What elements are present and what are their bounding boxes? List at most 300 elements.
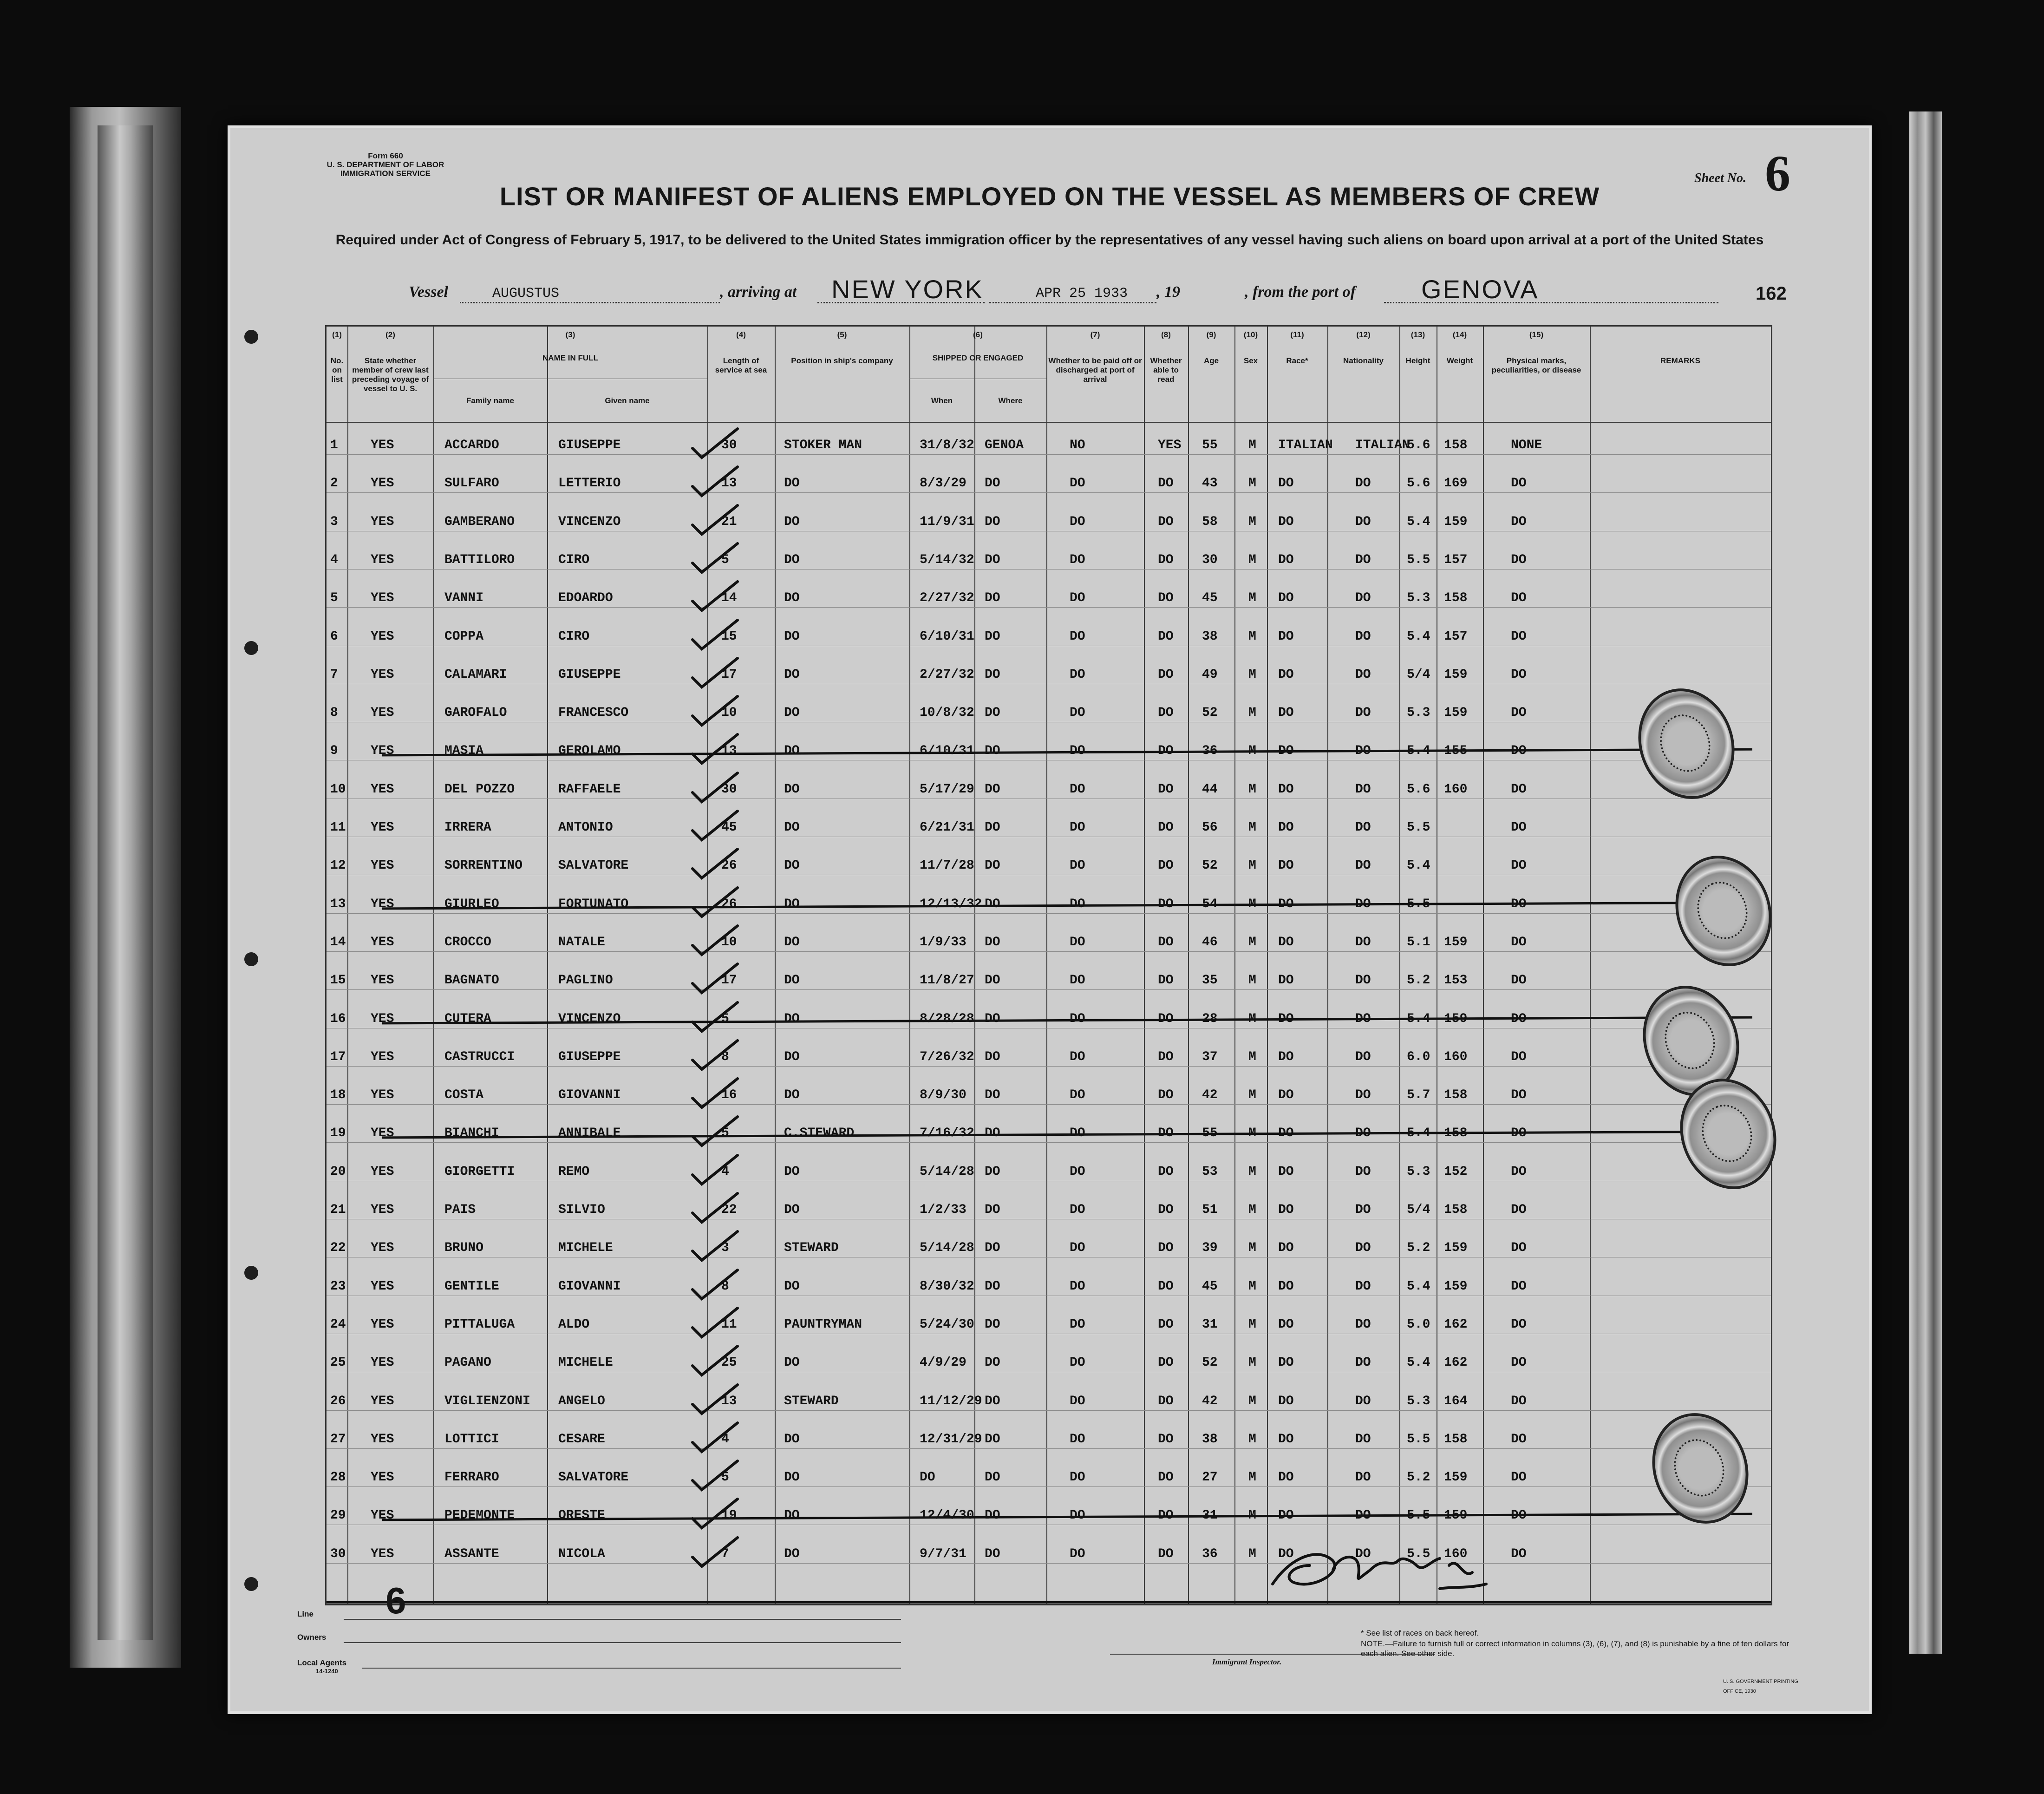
punch-hole bbox=[244, 330, 258, 344]
height: 5.7 bbox=[1407, 1088, 1430, 1103]
line-label: Line bbox=[297, 1610, 313, 1618]
engaged-place: DO bbox=[985, 1355, 1000, 1370]
sex: M bbox=[1248, 438, 1256, 452]
given-name: ANNIBALE bbox=[558, 1126, 621, 1141]
age: 31 bbox=[1202, 1508, 1218, 1523]
age: 42 bbox=[1202, 1394, 1218, 1408]
sex: M bbox=[1248, 897, 1256, 911]
service-length: 5 bbox=[721, 552, 729, 567]
check-mark bbox=[689, 1112, 744, 1149]
race: DO bbox=[1278, 820, 1294, 835]
physical-marks: DO bbox=[1511, 935, 1527, 949]
owners-label: Owners bbox=[297, 1633, 327, 1642]
nationality: ITALIAN bbox=[1355, 438, 1410, 452]
paid-off: DO bbox=[1070, 1164, 1085, 1179]
column-subheader: When bbox=[931, 396, 953, 405]
column-header: NAME IN FULL bbox=[542, 354, 598, 362]
paid-off: DO bbox=[1070, 1394, 1085, 1408]
previous-voyage: YES bbox=[371, 667, 394, 682]
row-number: 23 bbox=[330, 1279, 346, 1294]
previous-voyage: YES bbox=[371, 897, 394, 911]
able-to-read: DO bbox=[1158, 744, 1174, 759]
engaged-date: DO bbox=[920, 1470, 935, 1485]
check-mark bbox=[689, 998, 744, 1035]
column-number: (13) bbox=[1411, 330, 1425, 339]
given-name: SALVATORE bbox=[558, 1470, 629, 1485]
ship-position: DO bbox=[784, 514, 800, 529]
column-number: (14) bbox=[1452, 330, 1467, 339]
engaged-place: DO bbox=[985, 1203, 1000, 1217]
nationality: DO bbox=[1355, 1432, 1371, 1447]
physical-marks: DO bbox=[1511, 1241, 1527, 1256]
punch-hole bbox=[244, 1266, 258, 1280]
family-name: IRRERA bbox=[444, 820, 491, 835]
column-header: REMARKS bbox=[1660, 356, 1700, 365]
engaged-place: DO bbox=[985, 552, 1000, 567]
column-rule bbox=[909, 327, 910, 1604]
physical-marks: DO bbox=[1511, 1470, 1527, 1485]
race: DO bbox=[1278, 1088, 1294, 1103]
nationality: DO bbox=[1355, 706, 1371, 720]
family-name: BIANCHI bbox=[444, 1126, 499, 1141]
row-number: 25 bbox=[330, 1355, 346, 1370]
column-rule bbox=[1483, 327, 1484, 1604]
check-mark bbox=[689, 959, 744, 996]
given-name: GEROLAMO bbox=[558, 744, 621, 759]
nationality: DO bbox=[1355, 782, 1371, 797]
family-name: COSTA bbox=[444, 1088, 484, 1103]
race: DO bbox=[1278, 1394, 1294, 1408]
row-number: 20 bbox=[330, 1164, 346, 1179]
engaged-date: 10/8/32 bbox=[920, 706, 974, 720]
given-name: VINCENZO bbox=[558, 1011, 621, 1026]
service-length: 17 bbox=[721, 667, 737, 682]
given-name: GIOVANNI bbox=[558, 1088, 621, 1103]
engaged-place: DO bbox=[985, 1088, 1000, 1103]
age: 37 bbox=[1202, 1049, 1218, 1064]
family-name: LOTTICI bbox=[444, 1432, 499, 1447]
paid-off: DO bbox=[1070, 629, 1085, 644]
row-number: 27 bbox=[330, 1432, 346, 1447]
physical-marks: DO bbox=[1511, 1279, 1527, 1294]
able-to-read: DO bbox=[1158, 1126, 1174, 1141]
row-number: 15 bbox=[330, 973, 346, 988]
nationality: DO bbox=[1355, 897, 1371, 911]
paid-off: DO bbox=[1070, 1508, 1085, 1523]
given-name: ANTONIO bbox=[558, 820, 613, 835]
race: DO bbox=[1278, 1546, 1294, 1561]
column-header: Sex bbox=[1243, 356, 1258, 365]
paid-off: DO bbox=[1070, 514, 1085, 529]
row-number: 28 bbox=[330, 1470, 346, 1485]
weight: 160 bbox=[1444, 782, 1468, 797]
sex: M bbox=[1248, 1049, 1256, 1064]
check-mark bbox=[689, 1074, 744, 1111]
nationality: DO bbox=[1355, 1355, 1371, 1370]
family-name: DEL POZZO bbox=[444, 782, 515, 797]
able-to-read: DO bbox=[1158, 1355, 1174, 1370]
paid-off: DO bbox=[1070, 1546, 1085, 1561]
engaged-date: 2/27/32 bbox=[920, 667, 974, 682]
race: DO bbox=[1278, 476, 1294, 491]
height: 5.6 bbox=[1407, 476, 1430, 491]
ship-position: DO bbox=[784, 1432, 800, 1447]
column-number: (5) bbox=[837, 330, 847, 339]
engaged-place: DO bbox=[985, 858, 1000, 873]
engaged-date: 8/9/30 bbox=[920, 1088, 966, 1103]
header-rule bbox=[327, 422, 1771, 423]
height: 6.0 bbox=[1407, 1049, 1430, 1064]
height: 5.5 bbox=[1407, 897, 1430, 911]
column-header: Height bbox=[1405, 356, 1430, 365]
race: DO bbox=[1278, 935, 1294, 949]
check-mark bbox=[689, 1265, 744, 1303]
age: 45 bbox=[1202, 1279, 1218, 1294]
age: 36 bbox=[1202, 744, 1218, 759]
engaged-date: 5/14/28 bbox=[920, 1241, 974, 1256]
height: 5.5 bbox=[1407, 1508, 1430, 1523]
able-to-read: DO bbox=[1158, 1279, 1174, 1294]
row-number: 14 bbox=[330, 935, 346, 949]
service-length: 10 bbox=[721, 706, 737, 720]
paid-off: DO bbox=[1070, 1470, 1085, 1485]
family-name: PITTALUGA bbox=[444, 1317, 515, 1332]
race: DO bbox=[1278, 1126, 1294, 1141]
engaged-place: GENOA bbox=[985, 438, 1024, 452]
page-number: 162 bbox=[1756, 283, 1787, 304]
engaged-place: DO bbox=[985, 1279, 1000, 1294]
sex: M bbox=[1248, 706, 1256, 720]
check-mark bbox=[689, 1533, 744, 1570]
column-rule bbox=[1399, 327, 1400, 1604]
family-name: VANNI bbox=[444, 591, 484, 606]
column-number: (11) bbox=[1290, 330, 1304, 339]
height: 5/4 bbox=[1407, 667, 1430, 682]
row-number: 13 bbox=[330, 897, 346, 911]
nationality: DO bbox=[1355, 552, 1371, 567]
paid-off: DO bbox=[1070, 667, 1085, 682]
able-to-read: DO bbox=[1158, 706, 1174, 720]
able-to-read: DO bbox=[1158, 973, 1174, 988]
sex: M bbox=[1248, 935, 1256, 949]
ship-position: DO bbox=[784, 782, 800, 797]
ship-position: DO bbox=[784, 1088, 800, 1103]
age: 31 bbox=[1202, 1317, 1218, 1332]
family-name: GAMBERANO bbox=[444, 514, 515, 529]
able-to-read: DO bbox=[1158, 476, 1174, 491]
race: ITALIAN bbox=[1278, 438, 1333, 452]
physical-marks: DO bbox=[1511, 629, 1527, 644]
engaged-date: 11/7/28 bbox=[920, 858, 974, 873]
able-to-read: DO bbox=[1158, 1241, 1174, 1256]
nationality: DO bbox=[1355, 1317, 1371, 1332]
sex: M bbox=[1248, 782, 1256, 797]
row-rule bbox=[327, 989, 1771, 990]
able-to-read: DO bbox=[1158, 1432, 1174, 1447]
engaged-date: 8/28/28 bbox=[920, 1011, 974, 1026]
engaged-date: 11/12/29 bbox=[920, 1394, 982, 1408]
engaged-date: 7/16/32 bbox=[920, 1126, 974, 1141]
column-subheader: Where bbox=[998, 396, 1023, 405]
service-length: 30 bbox=[721, 782, 737, 797]
race: DO bbox=[1278, 552, 1294, 567]
nationality: DO bbox=[1355, 744, 1371, 759]
row-number: 12 bbox=[330, 858, 346, 873]
family-name: GENTILE bbox=[444, 1279, 499, 1294]
paid-off: DO bbox=[1070, 1317, 1085, 1332]
row-number: 2 bbox=[330, 476, 338, 491]
nationality: DO bbox=[1355, 514, 1371, 529]
paid-off: DO bbox=[1070, 552, 1085, 567]
physical-marks: DO bbox=[1511, 1203, 1527, 1217]
check-mark bbox=[689, 692, 744, 729]
family-name: COPPA bbox=[444, 629, 484, 644]
nationality: DO bbox=[1355, 1241, 1371, 1256]
check-mark bbox=[689, 921, 744, 958]
physical-marks: DO bbox=[1511, 1394, 1527, 1408]
engaged-place: DO bbox=[985, 973, 1000, 988]
engaged-date: 31/8/32 bbox=[920, 438, 974, 452]
engaged-place: DO bbox=[985, 667, 1000, 682]
physical-marks: DO bbox=[1511, 782, 1527, 797]
weight: 157 bbox=[1444, 552, 1468, 567]
row-number: 5 bbox=[330, 591, 338, 606]
paid-off: DO bbox=[1070, 1241, 1085, 1256]
race: DO bbox=[1278, 1355, 1294, 1370]
weight: 158 bbox=[1444, 1432, 1468, 1447]
weight: 155 bbox=[1444, 744, 1468, 759]
previous-voyage: YES bbox=[371, 629, 394, 644]
able-to-read: DO bbox=[1158, 1088, 1174, 1103]
family-name: CUTERA bbox=[444, 1011, 491, 1026]
family-name: CALAMARI bbox=[444, 667, 507, 682]
engaged-place: DO bbox=[985, 1317, 1000, 1332]
age: 43 bbox=[1202, 476, 1218, 491]
paid-off: NO bbox=[1070, 438, 1085, 452]
able-to-read: DO bbox=[1158, 1470, 1174, 1485]
weight: 159 bbox=[1444, 706, 1468, 720]
nationality: DO bbox=[1355, 1011, 1371, 1026]
check-mark bbox=[689, 1380, 744, 1417]
row-rule bbox=[327, 913, 1771, 914]
row-rule bbox=[327, 607, 1771, 608]
row-rule bbox=[327, 1142, 1771, 1143]
previous-voyage: YES bbox=[371, 1508, 394, 1523]
height: 5.1 bbox=[1407, 935, 1430, 949]
column-rule bbox=[1327, 327, 1328, 1604]
check-mark bbox=[689, 1151, 744, 1188]
family-name: PAIS bbox=[444, 1203, 476, 1217]
engaged-date: 12/4/30 bbox=[920, 1508, 974, 1523]
weight: 160 bbox=[1444, 1049, 1468, 1064]
height: 5.3 bbox=[1407, 1164, 1430, 1179]
column-header: Nationality bbox=[1343, 356, 1384, 365]
engaged-date: 5/14/28 bbox=[920, 1164, 974, 1179]
physical-marks: DO bbox=[1511, 744, 1527, 759]
arrival-date: APR 25 1933 bbox=[1036, 286, 1128, 301]
ship-position: DO bbox=[784, 820, 800, 835]
engaged-date: 5/14/32 bbox=[920, 552, 974, 567]
check-mark bbox=[689, 539, 744, 576]
height: 5.5 bbox=[1407, 552, 1430, 567]
age: 52 bbox=[1202, 858, 1218, 873]
age: 55 bbox=[1202, 1126, 1218, 1141]
service-length: 3 bbox=[721, 1241, 729, 1256]
from-port-label: , from the port of bbox=[1245, 283, 1356, 301]
service-length: 17 bbox=[721, 973, 737, 988]
row-number: 18 bbox=[330, 1088, 346, 1103]
service-length: 11 bbox=[721, 1317, 737, 1332]
engaged-place: DO bbox=[985, 1126, 1000, 1141]
check-mark bbox=[689, 1494, 744, 1532]
check-mark bbox=[689, 845, 744, 882]
age: 52 bbox=[1202, 1355, 1218, 1370]
age: 38 bbox=[1202, 1432, 1218, 1447]
physical-marks: NONE bbox=[1511, 438, 1542, 452]
table-end-rule bbox=[327, 1601, 1771, 1604]
previous-voyage: YES bbox=[371, 1126, 394, 1141]
row-number: 7 bbox=[330, 667, 338, 682]
previous-voyage: YES bbox=[371, 1279, 394, 1294]
ship-position: DO bbox=[784, 1508, 800, 1523]
check-mark bbox=[689, 730, 744, 767]
previous-voyage: YES bbox=[371, 438, 394, 452]
arrival-port: NEW YORK bbox=[831, 275, 984, 304]
paid-off: DO bbox=[1070, 973, 1085, 988]
race: DO bbox=[1278, 1241, 1294, 1256]
able-to-read: DO bbox=[1158, 1317, 1174, 1332]
punch-hole bbox=[244, 641, 258, 655]
given-name: CESARE bbox=[558, 1432, 605, 1447]
ship-position: DO bbox=[784, 1164, 800, 1179]
paid-off: DO bbox=[1070, 706, 1085, 720]
age: 54 bbox=[1202, 897, 1218, 911]
service-length: 5 bbox=[721, 1011, 729, 1026]
given-name: GIUSEPPE bbox=[558, 667, 621, 682]
paid-off: DO bbox=[1070, 1432, 1085, 1447]
column-header: Weight bbox=[1446, 356, 1473, 365]
engaged-place: DO bbox=[985, 1508, 1000, 1523]
service-length: 13 bbox=[721, 744, 737, 759]
column-rule bbox=[547, 327, 548, 1604]
able-to-read: DO bbox=[1158, 1164, 1174, 1179]
column-rule bbox=[1267, 327, 1268, 1604]
height: 5.5 bbox=[1407, 1546, 1430, 1561]
age: 58 bbox=[1202, 514, 1218, 529]
physical-marks: DO bbox=[1511, 973, 1527, 988]
sex: M bbox=[1248, 1126, 1256, 1141]
nationality: DO bbox=[1355, 858, 1371, 873]
row-number: 22 bbox=[330, 1241, 346, 1256]
engaged-place: DO bbox=[985, 1432, 1000, 1447]
previous-voyage: YES bbox=[371, 1203, 394, 1217]
able-to-read: DO bbox=[1158, 820, 1174, 835]
inspector-label: Immigrant Inspector. bbox=[1212, 1657, 1282, 1666]
service-length: 19 bbox=[721, 1508, 737, 1523]
race: DO bbox=[1278, 1203, 1294, 1217]
previous-voyage: YES bbox=[371, 1241, 394, 1256]
ship-position: DO bbox=[784, 897, 800, 911]
height: 5.4 bbox=[1407, 1355, 1430, 1370]
family-name: FERRARO bbox=[444, 1470, 499, 1485]
paid-off: DO bbox=[1070, 1279, 1085, 1294]
age: 52 bbox=[1202, 706, 1218, 720]
physical-marks: DO bbox=[1511, 706, 1527, 720]
ship-position: DO bbox=[784, 1011, 800, 1026]
ship-position: DO bbox=[784, 629, 800, 644]
sex: M bbox=[1248, 476, 1256, 491]
weight: 169 bbox=[1444, 476, 1468, 491]
physical-marks: DO bbox=[1511, 1049, 1527, 1064]
row-number: 24 bbox=[330, 1317, 346, 1332]
paid-off: DO bbox=[1070, 1049, 1085, 1064]
row-rule bbox=[327, 454, 1771, 455]
weight: 158 bbox=[1444, 591, 1468, 606]
previous-voyage: YES bbox=[371, 1011, 394, 1026]
physical-marks: DO bbox=[1511, 1011, 1527, 1026]
weight: 158 bbox=[1444, 1088, 1468, 1103]
race: DO bbox=[1278, 782, 1294, 797]
previous-voyage: YES bbox=[371, 1355, 394, 1370]
physical-marks: DO bbox=[1511, 1317, 1527, 1332]
height: 5.0 bbox=[1407, 1317, 1430, 1332]
previous-voyage: YES bbox=[371, 1317, 394, 1332]
paid-off: DO bbox=[1070, 476, 1085, 491]
physical-marks: DO bbox=[1511, 1546, 1527, 1561]
sex: M bbox=[1248, 1470, 1256, 1485]
vessel-label: Vessel bbox=[409, 283, 448, 301]
engaged-date: 5/24/30 bbox=[920, 1317, 974, 1332]
engaged-date: 4/9/29 bbox=[920, 1355, 966, 1370]
row-rule bbox=[327, 1448, 1771, 1449]
inspector-signature bbox=[1263, 1528, 1505, 1607]
sex: M bbox=[1248, 667, 1256, 682]
department-name: U. S. DEPARTMENT OF LABOR bbox=[327, 160, 444, 169]
column-rule bbox=[1188, 327, 1189, 1604]
physical-marks: DO bbox=[1511, 1355, 1527, 1370]
able-to-read: DO bbox=[1158, 629, 1174, 644]
column-number: (4) bbox=[736, 330, 746, 339]
race: DO bbox=[1278, 1164, 1294, 1179]
paid-off: DO bbox=[1070, 782, 1085, 797]
able-to-read: DO bbox=[1158, 1049, 1174, 1064]
family-name: SORRENTINO bbox=[444, 858, 523, 873]
nationality: DO bbox=[1355, 935, 1371, 949]
given-name: LETTERIO bbox=[558, 476, 621, 491]
previous-voyage: YES bbox=[371, 1049, 394, 1064]
previous-voyage: YES bbox=[371, 858, 394, 873]
physical-marks: DO bbox=[1511, 820, 1527, 835]
nationality: DO bbox=[1355, 1164, 1371, 1179]
weight: 152 bbox=[1444, 1164, 1468, 1179]
ship-position: DO bbox=[784, 935, 800, 949]
column-header: SHIPPED OR ENGAGED bbox=[932, 354, 1024, 362]
given-name: REMO bbox=[558, 1164, 590, 1179]
manifest-sheet bbox=[228, 125, 1872, 1714]
age: 42 bbox=[1202, 1088, 1218, 1103]
column-number: (8) bbox=[1161, 330, 1171, 339]
column-header: Race* bbox=[1286, 356, 1308, 365]
sex: M bbox=[1248, 591, 1256, 606]
height: 5.2 bbox=[1407, 1241, 1430, 1256]
form-number: Form 660 bbox=[368, 151, 403, 160]
service-length: 26 bbox=[721, 858, 737, 873]
age: 38 bbox=[1202, 629, 1218, 644]
row-number: 30 bbox=[330, 1546, 346, 1561]
previous-voyage: YES bbox=[371, 706, 394, 720]
family-name: CASTRUCCI bbox=[444, 1049, 515, 1064]
service-length: 8 bbox=[721, 1279, 729, 1294]
